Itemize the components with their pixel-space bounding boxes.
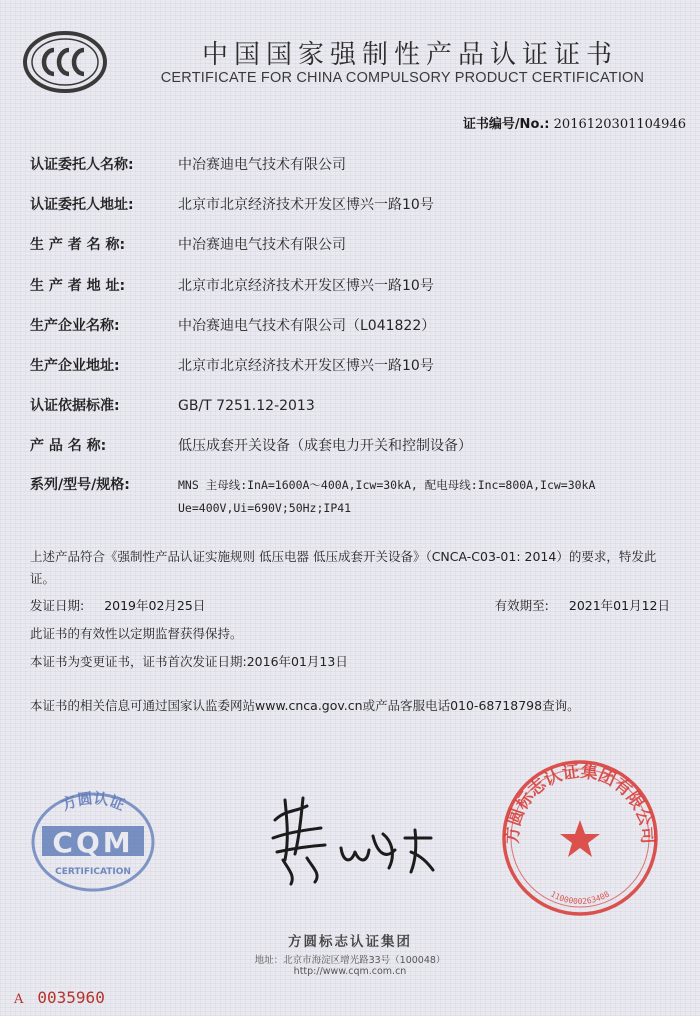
field-standard	[30, 395, 315, 415]
field-manufacturer-address	[30, 275, 434, 295]
serial-value: 0035960	[37, 988, 105, 1007]
field-product-name	[30, 435, 472, 455]
field-value: GB/T 7251.12-2013	[178, 398, 315, 414]
field-value: 中冶赛迪电气技术有限公司（L041822）	[178, 318, 436, 334]
seal-code-text: 1100000263408	[549, 889, 611, 906]
serial-prefix: A	[14, 992, 24, 1007]
cqm-stamp-top-text: 方圆认证	[58, 789, 128, 815]
field-value: 北京市北京经济技术开发区博兴一路10号	[178, 358, 434, 374]
field-label: 生产企业地址:	[30, 358, 120, 374]
cqm-stamp	[28, 786, 158, 894]
field-value: 北京市北京经济技术开发区博兴一路10号	[178, 278, 434, 294]
validity-statement: 此证书的有效性以定期监督获得保持。	[30, 626, 243, 641]
field-applicant-name	[30, 154, 346, 174]
field-value: MNS 主母线:InA=1600A～400A,Icw=30kA, 配电母线:Inc=800A,Icw=30kA	[178, 478, 596, 492]
field-value: 低压成套开关设备（成套电力开关和控制设备）	[178, 438, 472, 454]
model-spec-line-2: Ue=400V,Ui=690V;50Hz;IP41	[178, 501, 352, 515]
field-label: 认证委托人地址:	[30, 197, 134, 213]
dates-row	[30, 596, 670, 614]
field-label: 认证委托人名称:	[30, 157, 134, 173]
conformity-statement: 上述产品符合《强制性产品认证实施规则 低压电器 低压成套开关设备》（CNCA-C03-01: 2014）的要求，特发此证。	[30, 549, 657, 586]
field-factory-name	[30, 315, 435, 335]
field-label: 产 品 名 称:	[30, 438, 107, 454]
field-label: 系列/型号/规格:	[30, 477, 130, 493]
info-statement: 本证书的相关信息可通过国家认监委网站www.cnca.gov.cn或产品客服电话010-68718798查询。	[30, 698, 580, 713]
certificate-number	[463, 113, 686, 132]
field-value: 中冶赛迪电气技术有限公司	[178, 237, 346, 253]
expiry-date-value: 2021年01月12日	[568, 598, 670, 613]
footer-address: 地址：北京市海淀区增光路33号（100048）	[254, 955, 446, 966]
field-manufacturer-name	[30, 234, 346, 254]
cqm-stamp-main-text: CQM	[52, 826, 134, 859]
change-statement: 本证书为变更证书，证书首次发证日期:2016年01月13日	[30, 654, 348, 669]
cqm-stamp-bottom-text: CERTIFICATION	[55, 867, 131, 877]
certificate-number-value: 2016120301104946	[553, 117, 686, 132]
field-value: 中冶赛迪电气技术有限公司	[178, 157, 346, 173]
signature-icon	[255, 790, 445, 890]
field-label: 认证依据标准:	[30, 398, 120, 414]
field-label: 生 产 者 名 称:	[30, 237, 126, 253]
serial-number	[14, 988, 105, 1007]
field-label: 生 产 者 地 址:	[30, 278, 126, 294]
expiry-date	[495, 596, 670, 614]
expiry-date-label: 有效期至:	[494, 598, 549, 613]
certificate-number-label: 证书编号/No.:	[462, 117, 550, 132]
issue-date-label: 发证日期:	[30, 598, 85, 613]
field-model	[30, 474, 595, 494]
field-applicant-address	[30, 194, 434, 214]
footer-organization: 方圆标志认证集团	[288, 934, 412, 950]
ccc-logo-icon	[22, 30, 108, 94]
seal-ring-text: 方圆标志认证集团有限公司	[502, 761, 658, 845]
seal-star-icon	[560, 820, 600, 857]
issue-date-value: 2019年02月25日	[104, 598, 206, 613]
footer-website: http://www.cqm.com.cn	[293, 966, 407, 977]
company-seal	[500, 758, 660, 918]
field-value: 北京市北京经济技术开发区博兴一路10号	[178, 197, 434, 213]
field-label: 生产企业名称:	[30, 318, 120, 334]
title-english: CERTIFICATE FOR CHINA COMPULSORY PRODUCT CERTIFICATION	[160, 70, 645, 86]
field-factory-address	[30, 355, 434, 375]
title-chinese: 中国国家强制性产品认证证书	[201, 40, 618, 70]
